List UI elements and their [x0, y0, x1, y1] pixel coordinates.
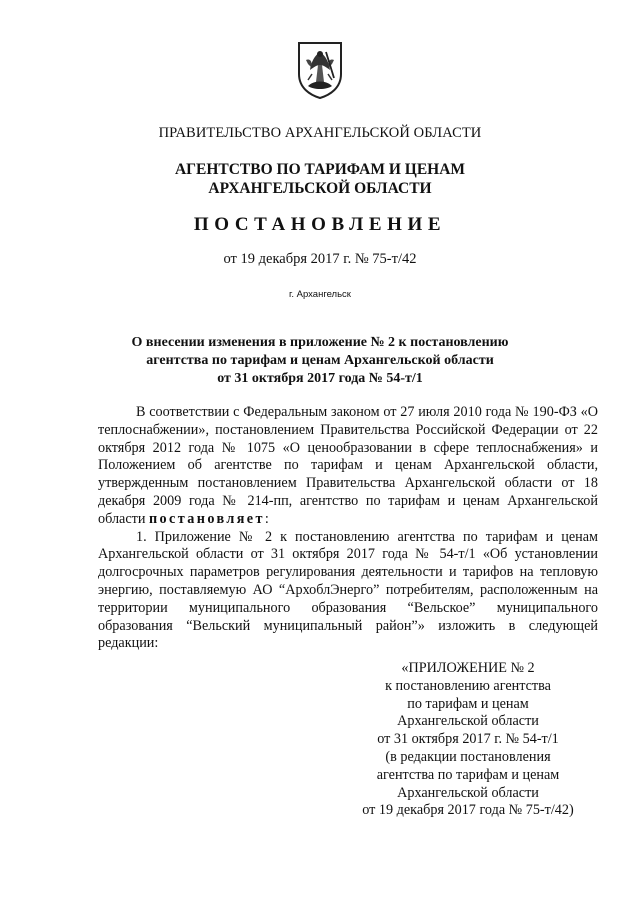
- preamble-text: В соответствии с Федеральным законом от 27 июля 2010 года № 190-ФЗ «О теплоснабжении», постановлением Правительства Российской Федерации от 22 октября 2012 года № 1075 «О ценообразовании в сфере теплоснабжения» и Положением об агентстве по тарифам и ценам Архангельской области, утвержденным постановлением Правительства Архангельской области от 18 декабря 2009 года № 214-пп, агентство по тарифам и ценам Архангельской области: [98, 404, 598, 527]
- item-1-paragraph: 1. Приложение № 2 к постановлению агентства по тарифам и ценам Архангельской области от 31 октября 2017 года № 54-т/1 «Об установлении долгосрочных параметров регулирования деятельности и тарифов на тепловую энергию, поставляемую АО “АрхоблЭнерго” потребителям, расположенным на территории муниципального образования “Вельское” муниципального образования “Вельский муниципальный район”» изложить в следующей редакции:: [98, 528, 598, 652]
- subject-line3: от 31 октября 2017 года № 54-т/1: [217, 371, 423, 386]
- appendix-line: (в редакции постановления: [385, 748, 551, 765]
- appendix-line: от 31 октября 2017 г. № 54-т/1: [377, 731, 559, 748]
- appendix-line: «ПРИЛОЖЕНИЕ № 2: [401, 660, 535, 676]
- date-number: от 19 декабря 2017 г. № 75-т/42: [223, 251, 417, 267]
- appendix-line: Архангельской области: [397, 784, 539, 801]
- document-body: [98, 404, 598, 653]
- subject-line1: О внесении изменения в приложение № 2 к постановлению: [131, 335, 509, 350]
- document-type-title: ПОСТАНОВЛЕНИЕ: [193, 214, 447, 235]
- government-heading: ПРАВИТЕЛЬСТВО АРХАНГЕЛЬСКОЙ ОБЛАСТИ: [158, 125, 482, 141]
- agency-heading: [0, 160, 640, 198]
- appendix-stamp: [320, 660, 616, 820]
- appendix-line: по тарифам и ценам: [407, 695, 529, 712]
- subject-line2: агентства по тарифам и ценам Архангельской области: [146, 353, 494, 368]
- appendix-line: Архангельской области: [397, 713, 539, 730]
- coat-of-arms-emblem: [296, 40, 344, 100]
- preamble-colon: :: [264, 510, 269, 527]
- city-label: г. Архангельск: [289, 289, 351, 300]
- appendix-line: агентства по тарифам и ценам: [376, 766, 560, 783]
- preamble-paragraph: [98, 404, 598, 529]
- decrees-word: постановляет: [148, 510, 265, 527]
- appendix-line: от 19 декабря 2017 года № 75-т/42): [362, 802, 574, 819]
- appendix-line: к постановлению агентства: [385, 677, 551, 694]
- agency-heading-line2: АРХАНГЕЛЬСКОЙ ОБЛАСТИ: [208, 180, 432, 197]
- document-subject: [0, 334, 640, 388]
- agency-heading-line1: АГЕНТСТВО ПО ТАРИФАМ И ЦЕНАМ: [174, 161, 466, 178]
